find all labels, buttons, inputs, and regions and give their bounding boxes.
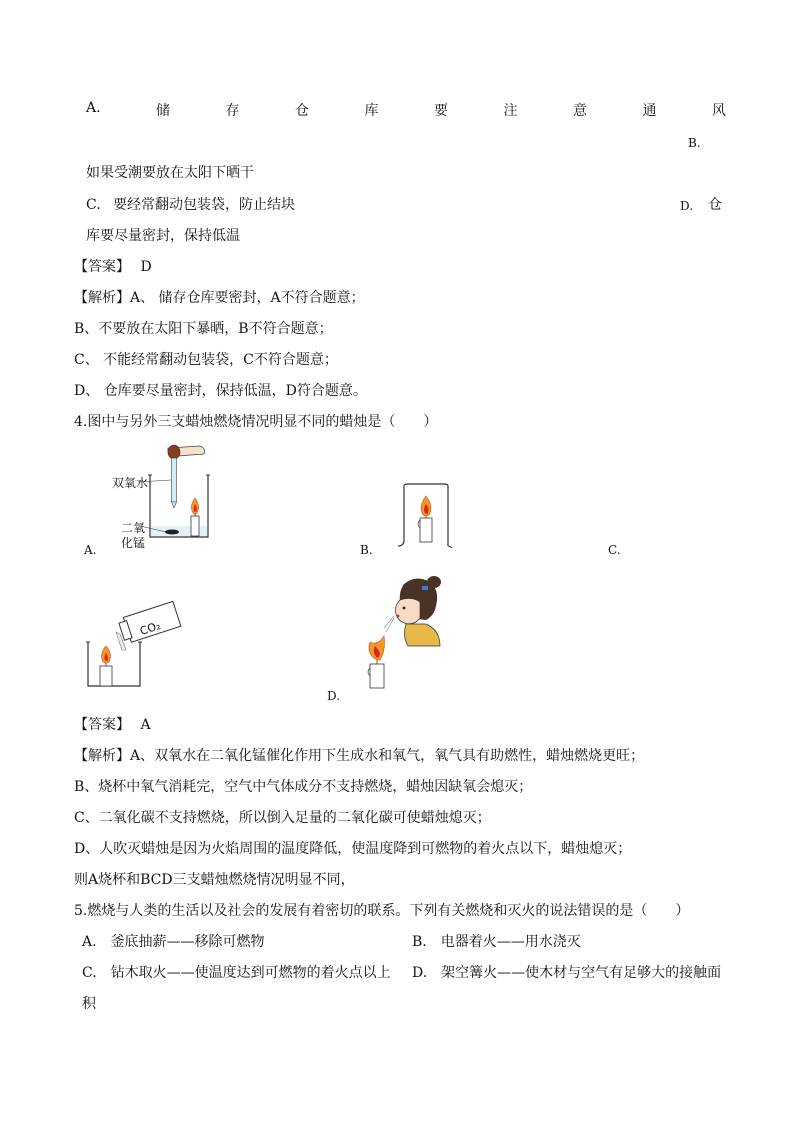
q3-option-a bbox=[86, 100, 726, 120]
q3-option-a-char: 注 bbox=[503, 103, 518, 119]
q3-option-a-char: 通 bbox=[642, 103, 657, 119]
q3-analysis-line: B、不要放在太阳下暴晒，B不符合题意； bbox=[74, 321, 333, 337]
co2-label: CO₂ bbox=[138, 619, 163, 638]
q3-option-d-first: 仓 bbox=[708, 197, 722, 213]
q4-analysis-line bbox=[74, 746, 644, 766]
q3-option-a-char: 仓 bbox=[295, 103, 310, 119]
q4-analysis-line: 则A烧杯和BCD三支蜡烛燃烧情况明显不同， bbox=[74, 872, 355, 888]
q4-option-c: C. bbox=[608, 543, 621, 557]
q3-option-a-char: 存 bbox=[225, 103, 240, 119]
q5-option-c: C. 钻木取火——使温度达到可燃物的着火点以上 bbox=[82, 965, 391, 981]
q4-option-b: B. bbox=[360, 543, 373, 557]
q3-analysis-line bbox=[74, 288, 365, 308]
q3-option-d-rest: 库要尽量密封，保持低温 bbox=[86, 228, 240, 244]
answer-tag: 【答案】 bbox=[74, 717, 130, 733]
q3-option-a-char: 意 bbox=[572, 103, 587, 119]
analysis-text: A、双氧水在二氧化锰催化作用下生成水和氧气，氧气具有助燃性，蜡烛燃烧更旺； bbox=[130, 748, 645, 764]
answer-value: A bbox=[140, 717, 151, 733]
figure-d-blowing-candle bbox=[356, 572, 446, 692]
q4-answer bbox=[74, 715, 151, 735]
q5-stem: 5.燃烧与人类的生活以及社会的发展有着密切的联系。下列有关燃烧和灭火的说法错误的是（ ） bbox=[74, 903, 690, 919]
q3-option-b-text: 如果受潮要放在太阳下晒干 bbox=[86, 165, 254, 181]
q3-option-a-char: 风 bbox=[711, 103, 726, 119]
figure-c-co2-beaker bbox=[82, 598, 182, 693]
figure-a-label-mno2-2: 化锰 bbox=[121, 536, 146, 550]
q5-option-a: A. 釜底抽薪——移除可燃物 bbox=[82, 934, 265, 950]
q3-option-b-label: B. bbox=[688, 136, 701, 150]
q3-answer bbox=[74, 257, 152, 277]
answer-tag: 【答案】 bbox=[74, 259, 130, 275]
analysis-tag: 【解析】 bbox=[74, 290, 130, 306]
q3-option-c-text: 要经常翻动包装袋，防止结块 bbox=[113, 197, 295, 213]
q3-analysis-line: D、 仓库要尽量密封，保持低温，D符合题意。 bbox=[74, 383, 367, 399]
figure-a-label-mno2-1: 二氧 bbox=[121, 521, 146, 535]
answer-value: D bbox=[140, 259, 152, 275]
q3-option-a-label: A. bbox=[86, 100, 101, 116]
q3-option-c-label: C. bbox=[86, 197, 101, 213]
q4-option-d: D. bbox=[327, 689, 341, 703]
q3-option-d-label: D. bbox=[680, 199, 694, 213]
q4-analysis-line: C、二氧化碳不支持燃烧，所以倒入足量的二氧化碳可使蜡烛熄灭； bbox=[74, 810, 491, 826]
q4-stem: 4.图中与另外三支蜡烛燃烧情况明显不同的蜡烛是（ ） bbox=[74, 414, 438, 430]
q3-option-a-char: 库 bbox=[364, 103, 379, 119]
q5-option-d-continued: 积 bbox=[82, 996, 96, 1012]
q4-option-a: A. bbox=[84, 543, 97, 557]
q3-option-a-char: 储 bbox=[156, 103, 171, 119]
q5-option-d: D. 架空篝火——使木材与空气有足够大的接触面 bbox=[412, 965, 722, 981]
q4-analysis-line: B、烧杯中氧气消耗完，空气中气体成分不支持燃烧，蜡烛因缺氧会熄灭； bbox=[74, 779, 533, 795]
q3-option-a-char: 要 bbox=[433, 103, 448, 119]
figure-a-label-hydrogen-peroxide: 双氧水 bbox=[112, 476, 149, 490]
figure-b-covered-candle bbox=[392, 480, 458, 550]
q3-analysis-line: C、 不能经常翻动包装袋，C不符合题意； bbox=[74, 352, 338, 368]
q5-option-b: B. 电器着火——用水浇灭 bbox=[412, 934, 581, 950]
q4-analysis-line: D、人吹灭蜡烛是因为火焰周围的温度降低，使温度降到可燃物的着火点以下，蜡烛熄灭； bbox=[74, 841, 632, 857]
analysis-tag: 【解析】 bbox=[74, 748, 130, 764]
analysis-text: A、 储存仓库要密封，A不符合题意； bbox=[130, 290, 365, 306]
